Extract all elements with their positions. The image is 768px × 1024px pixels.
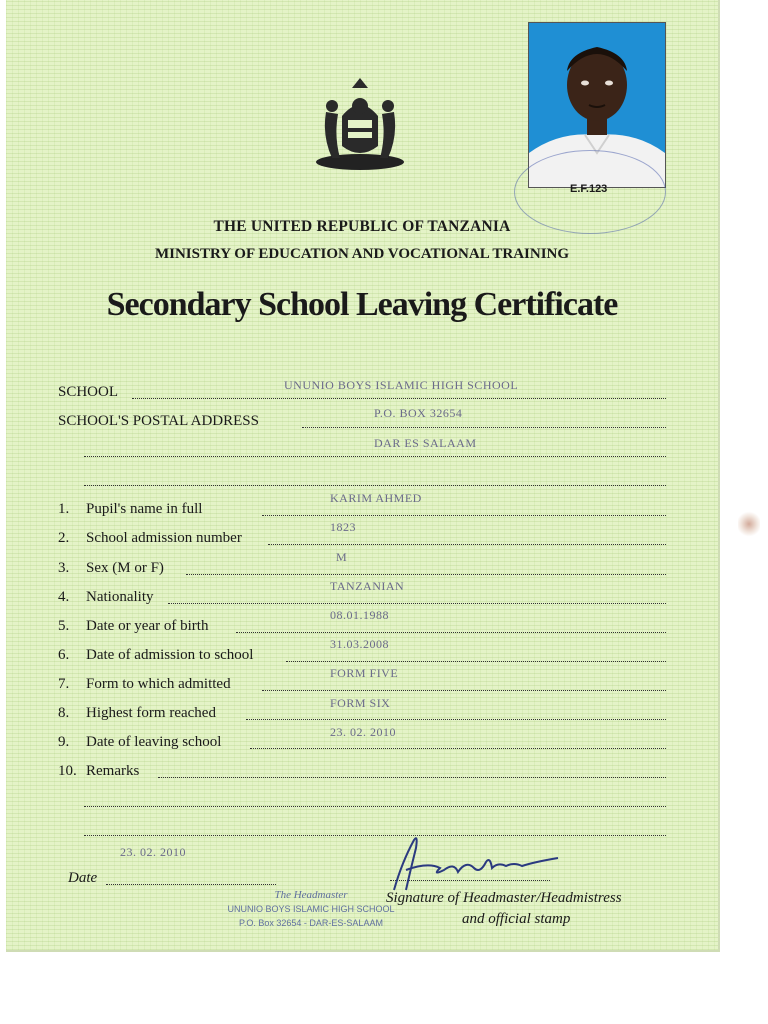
field-label-date-of-birth: 5. Date or year of birth xyxy=(58,618,209,634)
postal-address-label: SCHOOL'S POSTAL ADDRESS xyxy=(58,413,259,429)
school-dotted-line xyxy=(132,398,666,399)
field-value-date-of-leaving: 23. 02. 2010 xyxy=(330,725,396,739)
field-dotted-line xyxy=(250,748,666,749)
field-dotted-line xyxy=(236,632,666,633)
postal-address-dotted-line-3 xyxy=(84,485,666,486)
date-label: Date xyxy=(68,870,98,886)
certificate-title: Secondary School Leaving Certificate xyxy=(106,286,618,323)
field-dotted-line xyxy=(268,544,666,545)
field-label-form-admitted: 7. Form to which admitted xyxy=(58,676,231,692)
stamp-title: The Headmaster xyxy=(274,889,348,901)
field-value-date-of-admission: 31.03.2008 xyxy=(330,637,389,651)
postal-address-line1: P.O. BOX 32654 xyxy=(374,406,463,420)
remarks-dotted-line-2 xyxy=(84,806,666,807)
issue-date-value: 23. 02. 2010 xyxy=(120,845,186,859)
field-label-admission-number: 2. School admission number xyxy=(58,530,242,546)
signature-label: Signature of Headmaster/Headmistress xyxy=(386,890,622,906)
field-label-remarks: 10. Remarks xyxy=(58,763,140,779)
field-value-date-of-birth: 08.01.1988 xyxy=(330,608,389,622)
postal-address-dotted-line-2 xyxy=(84,456,666,457)
stamp-label: and official stamp xyxy=(462,911,571,927)
field-dotted-line xyxy=(158,777,666,778)
field-value-sex: M xyxy=(336,550,348,564)
photo-caption: E.F.123 xyxy=(570,183,608,195)
field-dotted-line xyxy=(286,661,666,662)
field-value-nationality: TANZANIAN xyxy=(330,579,405,593)
field-dotted-line xyxy=(168,603,666,604)
school-label: SCHOOL xyxy=(58,384,119,400)
postal-address-line2: DAR ES SALAAM xyxy=(374,436,477,450)
headmaster-signature xyxy=(388,832,578,896)
field-value-pupil-name: KARIM AHMED xyxy=(330,491,422,505)
field-value-highest-form: FORM SIX xyxy=(330,696,391,710)
stamp-school-name: UNUNIO BOYS ISLAMIC HIGH SCHOOL xyxy=(227,904,395,914)
coat-of-arms-emblem xyxy=(312,76,408,172)
field-dotted-line xyxy=(246,719,666,720)
certificate xyxy=(6,0,720,952)
paper-stain xyxy=(738,510,760,538)
remarks-dotted-line-3 xyxy=(84,835,666,836)
postal-address-dotted-line xyxy=(302,427,666,428)
headmaster-official-stamp xyxy=(216,888,406,930)
ministry-heading: MINISTRY OF EDUCATION AND VOCATIONAL TRAINING xyxy=(154,246,570,262)
field-value-form-admitted: FORM FIVE xyxy=(330,666,399,680)
field-label-date-of-admission: 6. Date of admission to school xyxy=(58,647,254,663)
date-dotted-line xyxy=(106,884,276,885)
field-label-nationality: 4. Nationality xyxy=(58,589,154,605)
field-value-admission-number: 1823 xyxy=(330,520,356,534)
field-label-date-of-leaving: 9. Date of leaving school xyxy=(58,734,222,750)
school-value: UNUNIO BOYS ISLAMIC HIGH SCHOOL xyxy=(284,378,519,392)
field-dotted-line xyxy=(262,515,666,516)
country-heading: THE UNITED REPUBLIC OF TANZANIA xyxy=(213,218,511,235)
field-dotted-line xyxy=(186,574,666,575)
field-dotted-line xyxy=(262,690,666,691)
stamp-address: P.O. Box 32654 - DAR-ES-SALAAM xyxy=(239,918,383,928)
field-label-pupil-name: 1. Pupil's name in full xyxy=(58,501,203,517)
field-label-highest-form: 8. Highest form reached xyxy=(58,705,216,721)
field-label-sex: 3. Sex (M or F) xyxy=(58,560,164,576)
